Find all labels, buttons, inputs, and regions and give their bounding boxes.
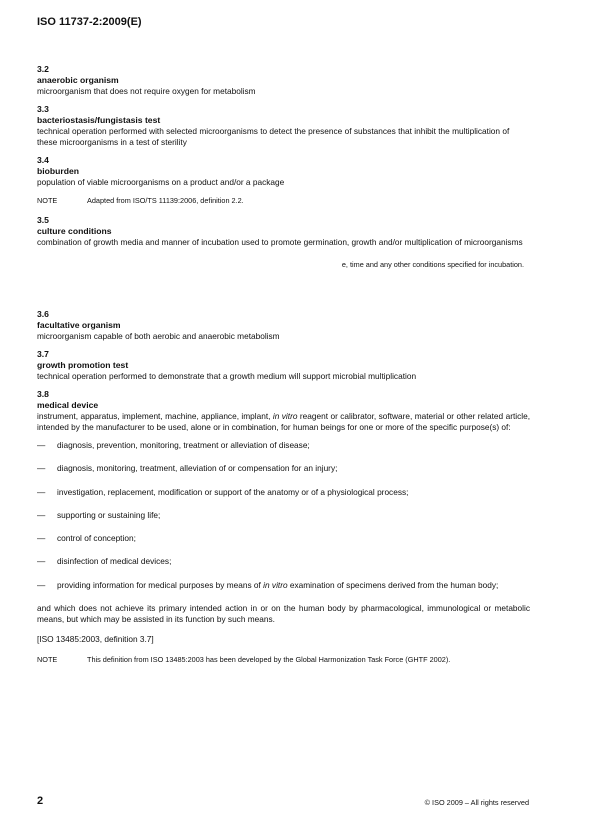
list-item-text: disinfection of medical devices; (57, 556, 172, 567)
term-name: culture conditions (37, 226, 112, 236)
list-item (37, 487, 530, 498)
final-note (37, 654, 530, 665)
term-number: 3.4 (37, 155, 49, 165)
term-number: 3.6 (37, 309, 49, 319)
term-3-8 (37, 389, 530, 433)
note-label: NOTE (37, 196, 58, 205)
term-3-4 (37, 155, 530, 206)
note-text: Adapted from ISO/TS 11139:2006, definition 2.2. (87, 196, 244, 205)
dash-marker: — (37, 463, 46, 474)
list-item-text: investigation, replacement, modification or support of the anatomy or of a physiological process; (57, 486, 409, 497)
term-definition: microorganism that does not require oxygen for metabolism (37, 86, 256, 96)
dash-marker: — (37, 533, 46, 544)
term-3-6 (37, 309, 530, 342)
page-number: 2 (37, 795, 44, 807)
term-definition: combination of growth media and manner of incubation used to promote germination, growth and/or multiplication of microorganisms (37, 237, 523, 247)
list-item (37, 556, 530, 567)
list-item-text: diagnosis, monitoring, treatment, alleviation of or compensation for an injury; (57, 463, 338, 474)
term-name: growth promotion test (37, 360, 129, 370)
term-name: bacteriostasis/fungistasis test (37, 115, 161, 125)
dash-marker: — (37, 579, 46, 590)
term-3-5 (37, 215, 530, 270)
term-name: bioburden (37, 166, 80, 176)
list-item (37, 463, 530, 474)
list-item (37, 440, 530, 451)
closing-paragraph: and which does not achieve its primary intended action in or on the human body by pharmacological, immunological or metabolic means, but which may be assisted in its function by such means. (37, 603, 530, 625)
term-number: 3.7 (37, 349, 49, 359)
list-item-text: control of conception; (57, 533, 136, 544)
purpose-list (37, 440, 530, 591)
term-3-3 (37, 104, 530, 148)
term-number: 3.2 (37, 64, 49, 74)
term-definition: microorganism capable of both aerobic and anaerobic metabolism (37, 331, 280, 341)
term-number: 3.8 (37, 389, 49, 399)
list-item-text: diagnosis, prevention, monitoring, treatment or alleviation of disease; (57, 440, 310, 450)
term-definition (37, 411, 530, 433)
term-definition: technical operation performed to demonstrate that a growth medium will support microbial multiplication (37, 371, 417, 381)
source-reference: [ISO 13485:2003, definition 3.7] (37, 634, 154, 645)
document-header: ISO 11737-2:2009(E) (37, 16, 142, 28)
list-item (37, 580, 530, 591)
term-note-fragment: e, time and any other conditions specified for incubation. (341, 260, 524, 269)
term-name: medical device (37, 400, 99, 410)
list-item-text: examination of specimens derived from the human body; (287, 579, 499, 590)
list-item-text: supporting or sustaining life; (57, 509, 161, 520)
term-definition: technical operation performed with selected microorganisms to detect the presence of substances that inhibit the multiplication of these microorganisms in a test of sterility (37, 126, 510, 147)
term-name: anaerobic organism (37, 75, 119, 85)
list-item-italic: in vitro (263, 579, 288, 590)
term-note (37, 195, 530, 206)
term-number: 3.3 (37, 104, 49, 114)
term-definition: population of viable microorganisms on a product and/or a package (37, 177, 285, 187)
list-item (37, 510, 530, 521)
document-content (37, 64, 530, 674)
term-number: 3.5 (37, 215, 49, 225)
term-3-7 (37, 349, 530, 382)
list-item-text: providing information for medical purposes by means of (57, 579, 264, 590)
blank-area (37, 277, 530, 309)
note-text: This definition from ISO 13485:2003 has been developed by the Global Harmonization Task Force (GHTF 2002). (87, 655, 451, 665)
note-label: NOTE (37, 655, 58, 665)
copyright-notice: © ISO 2009 – All rights reserved (424, 798, 529, 807)
dash-marker: — (37, 440, 46, 450)
dash-marker: — (37, 486, 46, 497)
term-3-2 (37, 64, 530, 97)
dash-marker: — (37, 509, 46, 520)
list-item (37, 533, 530, 544)
definition-italic: in vitro (272, 411, 298, 421)
definition-part: instrument, apparatus, implement, machine, appliance, implant, (37, 411, 273, 421)
definition-part: reagent or calibrator, software, material or other related article, intended by the manufacturer to be used, alone or in combination, for human beings for one or more of the specific purpose(s) of: (37, 411, 531, 432)
dash-marker: — (37, 556, 46, 567)
term-name: facultative organism (37, 320, 121, 330)
